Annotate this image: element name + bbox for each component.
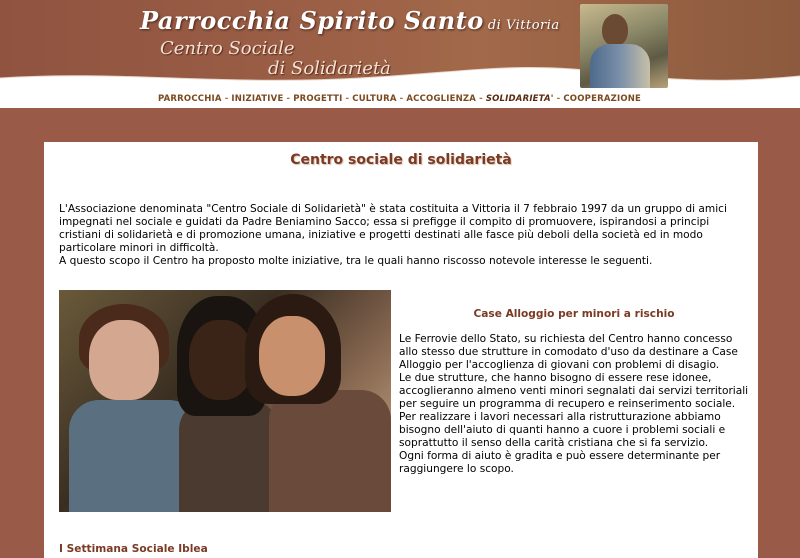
section-body-case-alloggio xyxy=(399,333,749,476)
section1-paragraph-4: Ogni forma di aiuto è gradita e può essere determinante per raggiungere lo scopo. xyxy=(399,450,721,475)
site-title-text: Parrocchia Spirito Santo xyxy=(140,6,484,35)
site-subtitle-line2: di Solidarietà xyxy=(268,58,391,79)
nav-item-cultura[interactable]: CULTURA xyxy=(352,94,397,104)
main-navigation xyxy=(158,94,641,108)
intro-paragraph-1: L'Associazione denominata "Centro Sociale di Solidarietà" è stata costituita a Vittoria il 7 febbraio 1997 da un gruppo di amici impegnati nel sociale e guidati da Padre Beniamino Sacco; essa si prefigge il compito di promuovere, ispirandosi a principi cristiani di solidarietà e di promozione umana, iniziative e progetti destinati alle fasce più deboli della società ed in modo particolare minori in difficoltà. xyxy=(59,203,727,254)
section1-paragraph-3: Per realizzare i lavori necessari alla ristrutturazione abbiamo bisogno dell'aiuto di quanti hanno a cuore i problemi sociali e soprattutto il senso della carità cristiana che si fa servizio. xyxy=(399,411,726,449)
nav-item-accoglienza[interactable]: ACCOGLIENZA xyxy=(406,94,477,104)
nav-separator: - xyxy=(286,94,291,104)
intro-text xyxy=(59,203,749,268)
nav-item-cooperazione[interactable]: COOPERAZIONE xyxy=(563,94,642,104)
nav-separator: - xyxy=(399,94,404,104)
nav-item-parrocchia[interactable]: PARROCCHIA xyxy=(158,94,222,104)
nav-separator: - xyxy=(345,94,350,104)
site-header xyxy=(0,0,800,92)
nav-item-iniziative[interactable]: INIZIATIVE xyxy=(231,94,284,104)
site-title xyxy=(140,6,560,35)
content-panel xyxy=(44,142,758,558)
section1-paragraph-2: Le due strutture, che hanno bisogno di essere rese idonee, accoglieranno almeno venti minori segnalati dai servizi territoriali per seguire un programma di recupero e reinserimento sociale. xyxy=(399,372,749,410)
nav-item-progetti[interactable]: PROGETTI xyxy=(293,94,343,104)
intro-paragraph-2: A questo scopo il Centro ha proposto molte iniziative, tra le quali hanno riscosso notevole interesse le seguenti. xyxy=(59,255,653,267)
nav-separator: - xyxy=(224,94,229,104)
site-subtitle-line1: Centro Sociale xyxy=(160,38,295,59)
section1-paragraph-1: Le Ferrovie dello Stato, su richiesta del Centro hanno concesso allo stesso due strutture in comodato d'uso da destinare a Case Alloggio per l'accoglienza di giovani con problemi di disagio. xyxy=(399,333,738,371)
nav-item-solidarieta[interactable]: SOLIDARIETA' xyxy=(485,94,554,104)
section-title-settimana-sociale: I Settimana Sociale Iblea xyxy=(59,543,208,555)
nav-separator: - xyxy=(556,94,561,104)
section-title-case-alloggio: Case Alloggio per minori a rischio xyxy=(473,308,675,320)
group-photo xyxy=(59,290,391,512)
site-title-suffix: di Vittoria xyxy=(487,18,560,33)
page-title: Centro sociale di solidarietà xyxy=(290,152,512,168)
header-photo xyxy=(580,4,668,88)
nav-separator: - xyxy=(479,94,483,104)
